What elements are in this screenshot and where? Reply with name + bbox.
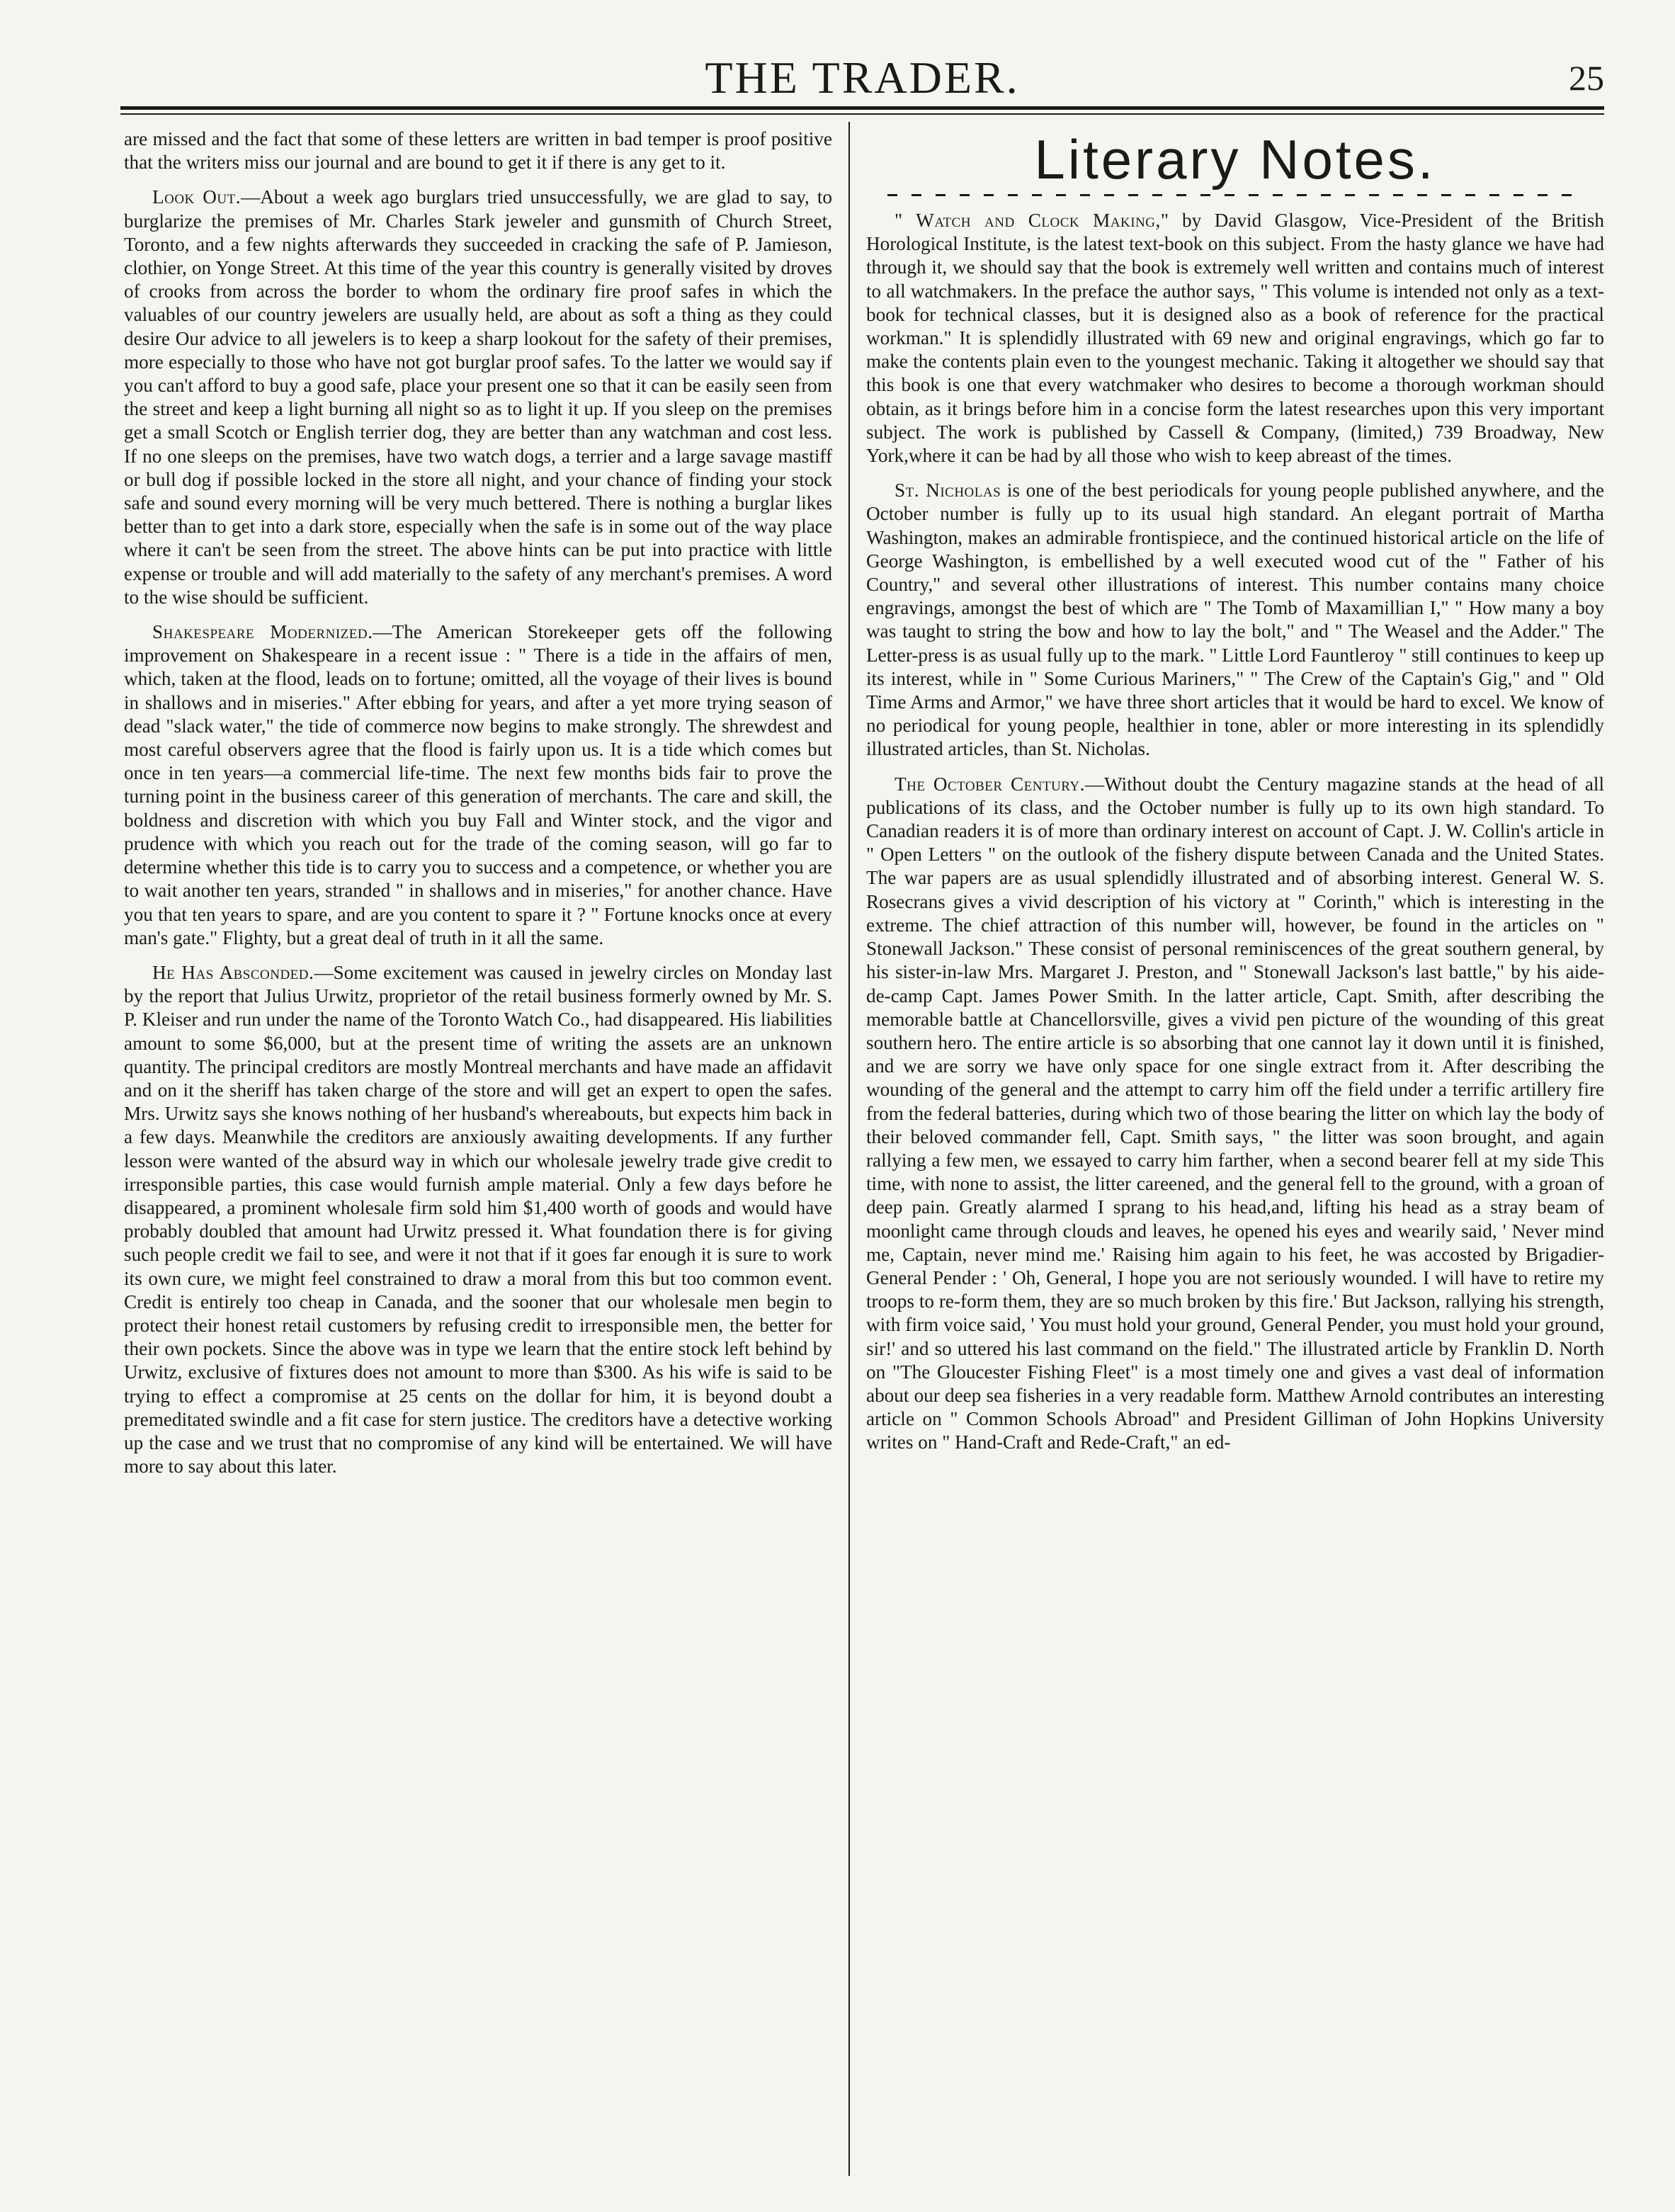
article-body: —The American Storekeeper gets off the following improvement on Shakespeare in a recent issue : " There is a tide in the affairs of men, which, taken at the flood, leads on to fortune; omitted, all the voyage of their lives is bound in shallows and in miseries." After ebbing for years, and after a yet more trying season of dead "slack water," the tide of commerce now begins to make strongly. The shrewdest and most careful observers agree that the flood is fairly upon us. It is a tide which comes but once in ten years—a commercial life-time. The next few months bids fair to prove the turning point in the business career of this generation of merchants. The care and skill, the boldness and discretion with which you buy Fall and Winter stock, and the vigor and prudence with which you reach out for the trade of the coming season, will go far to determine whether this tide is to carry you to success and a competence, or whether you are to wait another ten years, stranded " in shallows and in miseries," for another chance. Have you that ten years to spare, and are you content to spare it ? " Fortune knocks once at every man's gate." Flighty, but a great deal of truth in it all the same. — [124, 621, 832, 948]
article-body: —Without doubt the Century magazine stands at the head of all publications of its class, and the October number is fully up to its own high standard. To Canadian readers it is of more than ordinary interest on account of Capt. J. W. Collin's article in " Open Letters " on the outlook of the fishery dispute between Canada and the United States. The war papers are as usual splendidly illustrated and of absorbing interest. General W. S. Rosecrans gives a vivid description of his victory at " Corinth," which is interesting in the extreme. The chief attraction of this number will, however, be found in the articles on " Stonewall Jackson." These consist of personal reminiscences of the great southern general, by his sister-in-law Mrs. Margaret J. Preston, and " Stonewall Jackson's last battle," by his aide-de-camp Capt. James Power Smith. In the latter article, Capt. Smith, after describing the memorable battle at Chancellorsville, gives a vivid pen picture of the wounding of this great southern hero. The entire article is so absorbing that one cannot lay it down until it is finished, and we are sorry we have only space for one single extract from it. After describing the wounding of the general and the attempt to carry him off the field under a terrific artillery fire from the federal batteries, during which two of those bearing the litter on which lay the body of their beloved commander fell, Capt. Smith says, " the litter was soon brought, and again rallying a few men, we essayed to carry him farther, when a second bearer fell at my side This time, with none to assist, the litter careened, and the general fell to the ground, with a groan of deep pain. Greatly alarmed I sprang to his head,and, lifting his head as a stray beam of moonlight came through clouds and leaves, he opened his eyes and wearily said, ' Never mind me, Captain, never mind me.' Raising him again to his feet, he was accosted by Brigadier-General Pender : ' Oh, General, I hope you are not seriously wounded. I will have to retire my troops to re-form them, they are so much broken by this fire.' But Jackson, rallying his strength, with firm voice said, ' You must hold your ground, General Pender, you must hold your ground, sir!' and so uttered his last command on the field." The illustrated article by Franklin D. North on "The Gloucester Fishing Fleet" is a most timely one and gives a vast deal of information about our deep sea fisheries in a very readable form. Matthew Arnold contributes an interesting article on " Common Schools Abroad" and President Gilliman of John Hopkins University writes on " Hand-Craft and Rede-Craft," an ed- — [866, 773, 1604, 1453]
absconded-article — [124, 961, 832, 1478]
st-nicholas-review — [866, 479, 1604, 761]
header-rule-thick — [120, 106, 1604, 110]
section-divider — [887, 194, 1583, 196]
watch-clock-review — [866, 209, 1604, 467]
left-column — [124, 127, 832, 1478]
article-heading: " Watch and Clock Making," — [895, 210, 1169, 231]
article-heading: The October Century. — [895, 773, 1085, 795]
century-review — [866, 773, 1604, 1455]
article-heading: Look Out. — [152, 186, 242, 208]
article-body: by David Glasgow, Vice-President of the British Horological Institute, is the latest text-book on this subject. From the hasty glance we have had through it, we should say that the book is extremely well written and contains much of interest to all watchmakers. In the preface the author says, " This volume is intended not only as a text-book for technical classes, but it is designed also as a book of reference for the practical workman." It is splendidly illustrated with 69 new and original engravings, which go far to make the contents plain even to the youngest mechanic. Taking it altogether we should say that this book is one that every watchmaker who desires to become a thorough workman should obtain, as it brings before him in a concise form the latest researches upon this very important subject. The work is published by Cassell & Company, (limited,) 739 Broadway, New York,where it can be had by all those who wish to keep abreast of the times. — [866, 210, 1604, 467]
page-header — [120, 50, 1604, 106]
look-out-article — [124, 186, 832, 609]
article-body: —About a week ago burglars tried unsuccessfully, we are glad to say, to burglarize the premises of Mr. Charles Stark jeweler and gunsmith of Church Street, Toronto, and a few nights afterwards they succeeded in cracking the safe of P. Jamieson, clothier, on Yonge Street. At this time of the year this country is generally visited by droves of crooks from across the border to whom the ordinary fire proof safes in which the valuables of our country jewelers are usually held, are about as soft a thing as they could desire Our advice to all jewelers is to keep a sharp lookout for the safety of their premises, more especially to those who have not got burglar proof safes. To the latter we would say if you can't afford to buy a good safe, place your present one so that it can be easily seen from the street and keep a light burning all night so as to light it up. If you sleep on the premises get a small Scotch or English terrier dog, they are better than any watchman and cost less. If no one sleeps on the premises, have two watch dogs, a terrier and a large savage mastiff or bull dog if possible locked in the store all night, and your chance of finding your stock safe and sound every morning will be very much bettered. There is nothing a burglar likes better than to get into a dark store, especially when the safe is in some out of the way place where it can't be seen from the street. The above hints can be put into practice with little expense or trouble and will add materially to the safety of any merchant's premises. A word to the wise should be sufficient. — [124, 186, 832, 608]
page-number: 25 — [1569, 58, 1604, 98]
section-title: Literary Notes. — [1034, 128, 1436, 191]
article-body: is one of the best periodicals for young people published anywhere, and the October number is fully up to its usual high standard. An elegant portrait of Martha Washington, makes an admirable frontispiece, and the continued historical article on the life of George Washington, is embellished by a well executed wood cut of the " Father of his Country," and several other illustrations of interest. This number contains many choice engravings, amongst the best of which are " The Tomb of Maxamillian I," " How many a boy was taught to string the bow and how to lay the bolt," and " The Weasel and the Adder." The Letter-press is as usual fully up to the mark. " Little Lord Fauntleroy " still continues to keep up its interest, while in " Some Curious Mariners," " The Crew of the Captain's Gig," and " Old Time Arms and Armor," we have three short articles that it would be hard to excel. We know of no periodical for young people, healthier in tone, abler or more interesting in its splendidly illustrated articles, than St. Nicholas. — [866, 480, 1604, 760]
shakespeare-article — [124, 620, 832, 950]
publication-title: THE TRADER. — [705, 52, 1020, 103]
article-heading: He Has Absconded. — [152, 961, 314, 983]
header-rule-thin — [120, 113, 1604, 115]
article-body: —Some excitement was caused in jewelry circles on Monday last by the report that Julius Urwitz, proprietor of the retail business formerly owned by Mr. S. P. Kleiser and run under the name of the Toronto Watch Co., had disappeared. His liabilities amount to some $6,000, but at the present time of writing the assets are an unknown quantity. The principal creditors are mostly Montreal merchants and have made an affidavit and on it the sheriff has taken charge of the store and will get an expert to open the safes. Mrs. Urwitz says she knows nothing of her husband's whereabouts, but expects him back in a few days. Meanwhile the creditors are anxiously awaiting developments. If any further lesson were wanted of the absurd way in which our wholesale jewelry trade give credit to irresponsible parties, this case would furnish ample material. Only a few days before he disappeared, a prominent wholesale firm sold him $1,400 worth of goods and would have probably doubled that amount had Urwitz pressed it. What foundation there is for giving such people credit we fail to see, and were it not that if it goes far enough it is sure to work its own cure, we might feel constrained to draw a moral from this but too common event. Credit is entirely too cheap in Canada, and the sooner that our wholesale men begin to protect their honest retail customers by refusing credit to irresponsible men, the better for their own pockets. Since the above was in type we learn that the entire stock left behind by Urwitz, exclusive of fixtures does not amount to more than $300. As his wife is said to be trying to effect a compromise at 25 cents on the dollar for him, it is beyond doubt a premeditated swindle and a fit case for stern justice. The creditors have a detective working up the case and we trust that no compromise of any kind will be entertained. We will have more to say about this later. — [124, 961, 832, 1477]
article-heading: Shakespeare Modernized. — [152, 621, 373, 643]
column-divider — [848, 122, 850, 2176]
article-heading: St. Nicholas — [895, 480, 1001, 501]
right-column — [866, 127, 1604, 1455]
intro-paragraph: are missed and the fact that some of these letters are written in bad temper is proof positive that the writers miss our journal and are bound to get it if there is any get to it. — [124, 128, 832, 174]
